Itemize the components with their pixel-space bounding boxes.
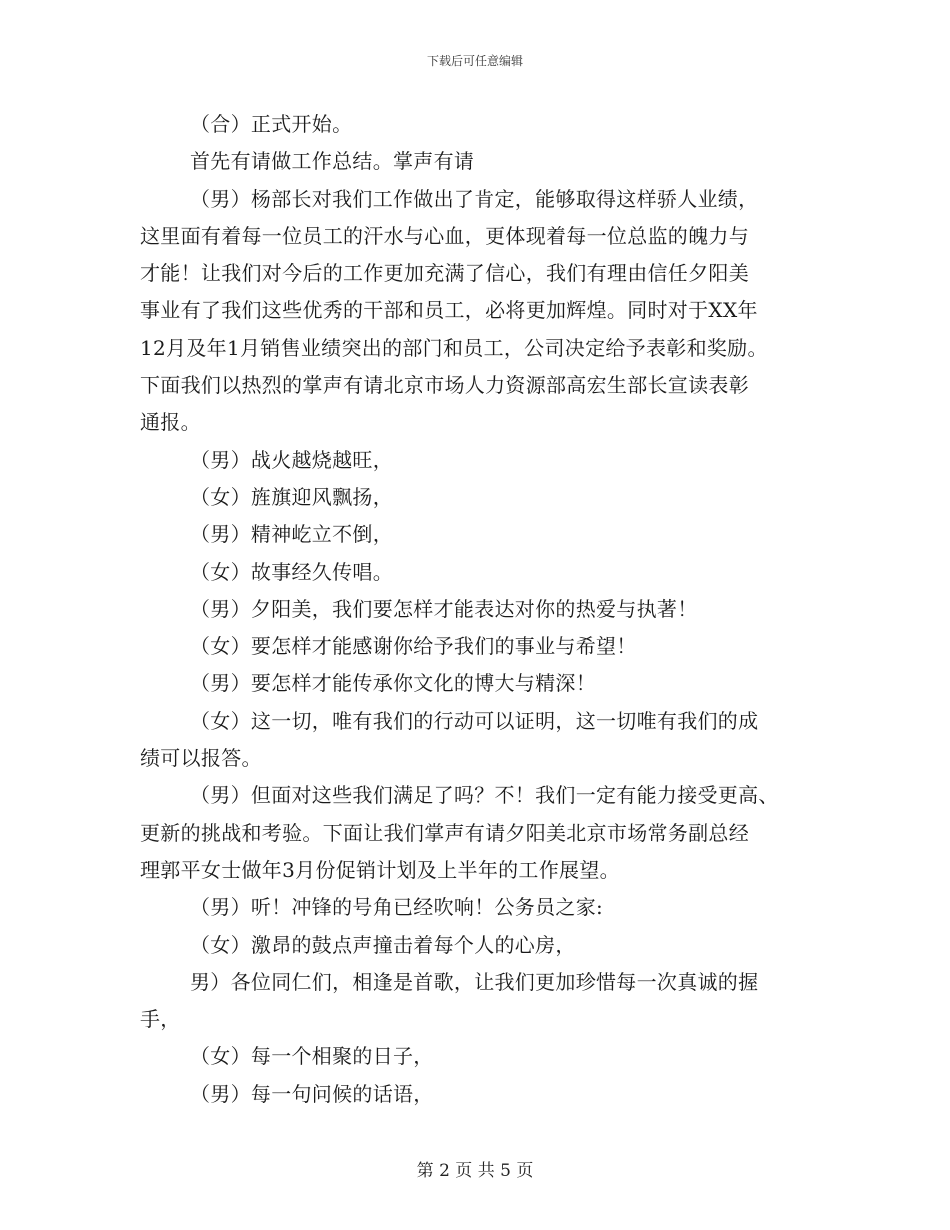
body-line: （女）旌旗迎风飘扬，	[190, 484, 393, 509]
body-line: （男）精神屹立不倒，	[190, 522, 393, 547]
body-line: （男）杨部长对我们工作做出了肯定，能够取得这样骄人业绩，	[190, 186, 759, 211]
document-body	[140, 106, 812, 1113]
body-line: （男）每一句问候的话语，	[190, 1081, 434, 1106]
body-line: 下面我们以热烈的掌声有请北京市场人力资源部高宏生部长宣读表彰	[140, 373, 749, 398]
body-line: （女）每一个相聚的日子，	[190, 1044, 434, 1069]
body-line: 更新的挑战和考验。下面让我们掌声有请夕阳美北京市场常务副总经	[140, 820, 749, 845]
body-line: （合）正式开始。	[190, 112, 353, 136]
body-line: 事业有了我们这些优秀的干部和员工，必将更加辉煌。同时对于XX年	[140, 298, 758, 323]
body-line: 男）各位同仁们，相逢是首歌，让我们更加珍惜每一次真诚的握	[190, 969, 759, 994]
body-line: （男）但面对这些我们满足了吗？不！我们一定有能力接受更高、	[190, 783, 779, 808]
body-line: 手，	[140, 1007, 181, 1032]
body-line: 首先有请做工作总结。掌声有请	[190, 149, 475, 174]
body-line: （男）夕阳美，我们要怎样才能表达对你的热爱与执著！	[190, 596, 698, 621]
body-line: 12月及年1月销售业绩突出的部门和员工，公司决定给予表彰和奖励。	[140, 335, 768, 360]
body-line: （女）这一切，唯有我们的行动可以证明，这一切唯有我们的成	[190, 708, 759, 733]
body-line: 理郭平女士做年3月份促销计划及上半年的工作展望。	[140, 857, 620, 882]
body-line: （男）战火越烧越旺，	[190, 447, 393, 472]
body-line: 通报。	[140, 410, 201, 435]
page-header: 下载后可任意编辑	[426, 54, 523, 68]
body-line: 才能！让我们对今后的工作更加充满了信心，我们有理由信任夕阳美	[140, 261, 749, 286]
page-footer: 第 2 页 共 5 页	[416, 1161, 534, 1181]
body-line: 绩可以报答。	[140, 746, 262, 771]
body-line: （女）激昂的鼓点声撞击着每个人的心房，	[190, 932, 576, 957]
body-line: （女）故事经久传唱。	[190, 559, 393, 584]
body-line: （男）听！冲锋的号角已经吹响！公务员之家:	[190, 895, 604, 920]
body-line: （女）要怎样才能感谢你给予我们的事业与希望！	[190, 634, 637, 659]
body-line: 这里面有着每一位员工的汗水与心血，更体现着每一位总监的魄力与	[140, 223, 749, 248]
body-line: （男）要怎样才能传承你文化的博大与精深！	[190, 671, 596, 696]
